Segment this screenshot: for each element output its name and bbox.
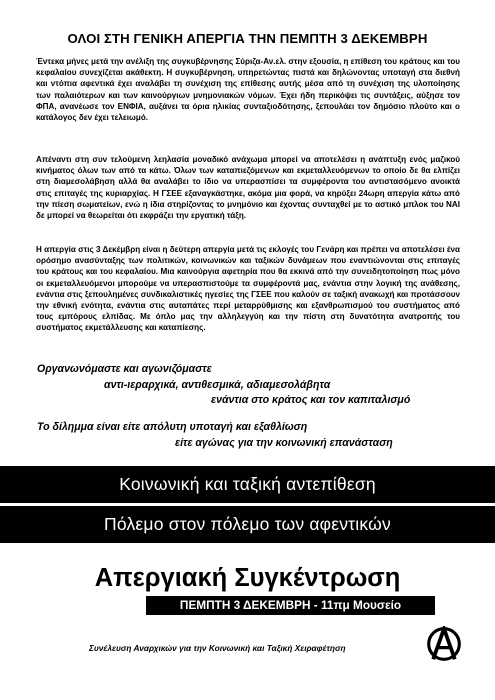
paragraph-3: Η απεργία στις 3 Δεκέμβρη είναι η δεύτερη απεργία μετά τις εκλογές του Γενάρη και πρέπει να αποτελέσει ένα ορόσημο ανασύνταξης των πολιτικών, κοινωνικών και ταξικών δυνάμεων που εναντιώνονται στις επιταγές του κράτους και του κεφαλαίου. Μια καινούργια αφετηρία που θα εκκινά από την συνειδητοποίηση πως μόνο οι εκμεταλλευόμενοι μπορούμε να υπερασπιστούμε τα συμφέροντά μας, ενάντια στην λογική της ανάθεσης, ενάντια στις ξεπουλημένες συνδικαλιστικές ηγεσίες της ΓΣΕΕ που καλούν σε ταξική ανακωχή και προτάσσουν την εθνική ενότητα, ενάντια στις αυταπάτες περί μεταρρύθμισης και εξανθρωπισμού του συστήματος από τους εμπόρους ελπίδας. Με όπλο μας την αλληλεγγύη και την πίστη στη δυνατότητα ανατροπής του συστήματος εκμετάλλευσης και καταπίεσης. [36, 245, 460, 333]
slogan-organize: Οργανωνόμαστε και αγωνιζόμαστε [37, 363, 212, 375]
signature: Συνέλευση Αναρχικών για την Κοινωνική και Ταξική Χειραφέτηση [89, 643, 346, 653]
banner-counterattack: Κοινωνική και ταξική αντεπίθεση [0, 466, 495, 503]
circle-a-anarchy-icon [426, 626, 462, 662]
paragraph-1: Έντεκα μήνες μετά την ανέλιξη της συγκυβέρνησης Σύριζα-Αν.ελ. στην εξουσία, η επίθεση του κράτους και του κεφαλαίου συνεχίζεται ακάθεκτη. Η συγκυβέρνηση, υπηρετώντας πιστά και δηλώνοντας υποταγή στα διεθνή και ντόπια αφεντικά έχει αναλάβει τη συνέχιση της επίθεσης αυτής μέσα από τη συνέχιση της υλοποίησης των παλαιότερων και των καινούργιων μνημονιακών νόμων. Έχει ήδη περικόψει τις συντάξεις, αύξησε τον ΦΠΑ, ανανέωσε τον ΕΝΦΙΑ, αυξάνει τα όρια ηλικίας συνταξιοδότησης, ξεπουλάει τον δημόσιο πλούτο και ο κατάλογος δεν έχει τελειωμό. [36, 57, 460, 123]
paragraph-2: Απέναντι στη συν τελούμενη λεηλασία μοναδικό ανάχωμα μπορεί να αποτελέσει η ανάπτυξη ενός μαζικού κινήματος όλων των από τα κάτω. Όλων των καταπιεζόμενων και εκμεταλλευόμενων το οποίο δε θα ελπίζει στη διαμεσολάβηση αλλά θα αναλάβει το ίδιο να υπερασπίσει τα συμφέροντα του αντιστασόμενο ανοικτά στις επιταγές της κυριαρχίας. Η ΓΣΕΕ εξαναγκάστηκε, ακόμα μια φορά, να κηρύξει 24ωρη απεργία κάτω από την πίεση σωματείων, ενώ η ίδια στηρίζοντας το μνημόνιο και έχοντας συνταχθεί με το αστικό μπλοκ του ΝΑΙ δε μπορεί να θεωρείται ότι εκφράζει την εργατική τάξη. [36, 155, 460, 221]
slogan-antihierarchical: αντι-ιεραρχικά, αντιθεσμικά, αδιαμεσολάβητα [104, 379, 331, 391]
slogan-revolution: είτε αγώνας για την κοινωνική επανάσταση [175, 437, 393, 449]
poster-title: ΟΛΟΙ ΣΤΗ ΓΕΝΙΚΗ ΑΠΕΡΓΙΑ ΤΗΝ ΠΕΜΠΤΗ 3 ΔΕΚΕΜΒΡΗ [67, 31, 428, 46]
banner-war-on-bosses: Πόλεμο στον πόλεμο των αφεντικών [0, 506, 495, 543]
slogan-dilemma: Το δίλημμα είναι είτε απόλυτη υποταγή και εξαθλίωση [37, 421, 308, 433]
rally-date-box: ΠΕΜΠΤΗ 3 ΔΕΚΕΜΒΡΗ - 11πμ Μουσείο [146, 596, 435, 615]
slogan-against-state: ενάντια στο κράτος και τον καπιταλισμό [211, 394, 411, 406]
rally-title: Απεργιακή Συγκέντρωση [94, 564, 401, 592]
